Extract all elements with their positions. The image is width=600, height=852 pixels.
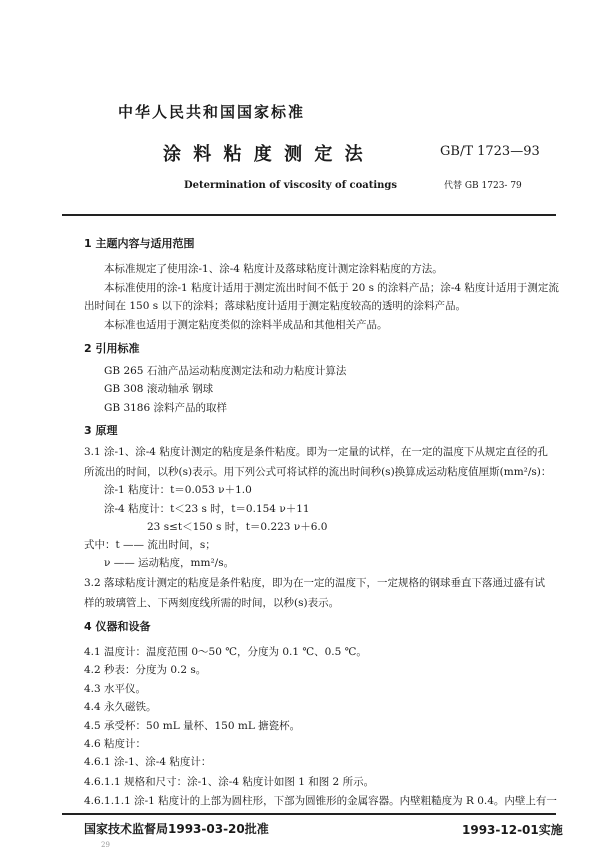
formula: 23 s≤t＜150 s 时，t＝0.223 ν＋6.0 <box>147 521 328 533</box>
paragraph: 样的玻璃管上、下两刻度线所需的时间，以秒(s)表示。 <box>84 597 340 609</box>
footer-divider <box>62 813 556 815</box>
list-item: 4.6.1.1 规格和尺寸：涂-1、涂-4 粘度计如图 1 和图 2 所示。 <box>84 776 375 788</box>
paragraph: 本标准使用的涂-1 粘度计适用于测定流出时间不低于 20 s 的涂料产品；涂-4 粘度计适用于测定流 <box>104 282 559 294</box>
document-title: 涂 料 粘 度 测 定 法 <box>163 144 366 165</box>
list-item: 4.6.1 涂-1、涂-4 粘度计： <box>84 756 212 768</box>
page-number: 29 <box>101 841 110 849</box>
reference-item: GB 265 石油产品运动粘度测定法和动力粘度计算法 <box>104 365 347 377</box>
effective-date: 1993-12-01实施 <box>462 823 563 837</box>
paragraph: 3.1 涂-1、涂-4 粘度计测定的粘度是条件粘度。即为一定量的试样，在一定的温度下从规定直径的孔 <box>84 446 548 458</box>
paragraph: 3.2 落球粘度计测定的粘度是条件粘度，即为在一定的温度下，一定规格的钢球垂直下落通过盛有试 <box>84 577 546 589</box>
approval-date: 国家技术监督局1993-03-20批准 <box>84 822 269 836</box>
list-item: 4.4 永久磁铁。 <box>84 701 157 713</box>
formula: 涂-1 粘度计：t＝0.053 ν＋1.0 <box>104 484 252 496</box>
section-4-heading: 4 仪器和设备 <box>84 620 151 633</box>
section-1-heading: 1 主题内容与适用范围 <box>84 237 195 250</box>
list-item: 4.3 水平仪。 <box>84 683 147 695</box>
reference-item: GB 3186 涂料产品的取样 <box>104 402 228 414</box>
list-item: 4.6 粘度计： <box>84 738 147 750</box>
national-standard-label: 中华人民共和国国家标准 <box>118 103 306 121</box>
replaces-note: 代替 GB 1723- 79 <box>444 181 522 191</box>
section-2-heading: 2 引用标准 <box>84 342 140 355</box>
formula-where: 式中：t —— 流出时间，s； <box>84 539 216 551</box>
section-3-heading: 3 原理 <box>84 424 118 437</box>
list-item: 4.6.1.1.1 涂-1 粘度计的上部为圆柱形，下部为圆锥形的金属容器。内壁粗糙度为 R 0.4。内壁上有一 <box>84 795 557 807</box>
formula: 涂-4 粘度计：t＜23 s 时，t＝0.154 ν＋11 <box>104 503 310 515</box>
header-divider <box>62 214 556 216</box>
list-item: 4.1 温度计：温度范围 0～50 ℃，分度为 0.1 ℃、0.5 ℃。 <box>84 646 367 658</box>
list-item: 4.5 承受杯：50 mL 量杯、150 mL 搪瓷杯。 <box>84 720 301 732</box>
paragraph: 所流出的时间，以秒(s)表示。用下列公式可将试样的流出时间秒(s)换算成运动粘度值厘斯(mm²/s)： <box>84 466 552 478</box>
list-item: 4.2 秒表：分度为 0.2 s。 <box>84 664 207 676</box>
english-title: Determination of viscosity of coatings <box>184 180 398 191</box>
paragraph: 出时间在 150 s 以下的涂料；落球粘度计适用于测定粘度较高的透明的涂料产品。 <box>84 300 466 312</box>
paragraph: 本标准规定了使用涂-1、涂-4 粘度计及落球粘度计测定涂料粘度的方法。 <box>104 263 443 275</box>
reference-item: GB 308 滚动轴承 钢球 <box>104 383 214 395</box>
paragraph: 本标准也适用于测定粘度类似的涂料半成品和其他相关产品。 <box>104 319 388 331</box>
formula-where: ν —— 运动粘度，mm²/s。 <box>104 557 235 569</box>
standard-code: GB/T 1723—93 <box>440 144 540 159</box>
